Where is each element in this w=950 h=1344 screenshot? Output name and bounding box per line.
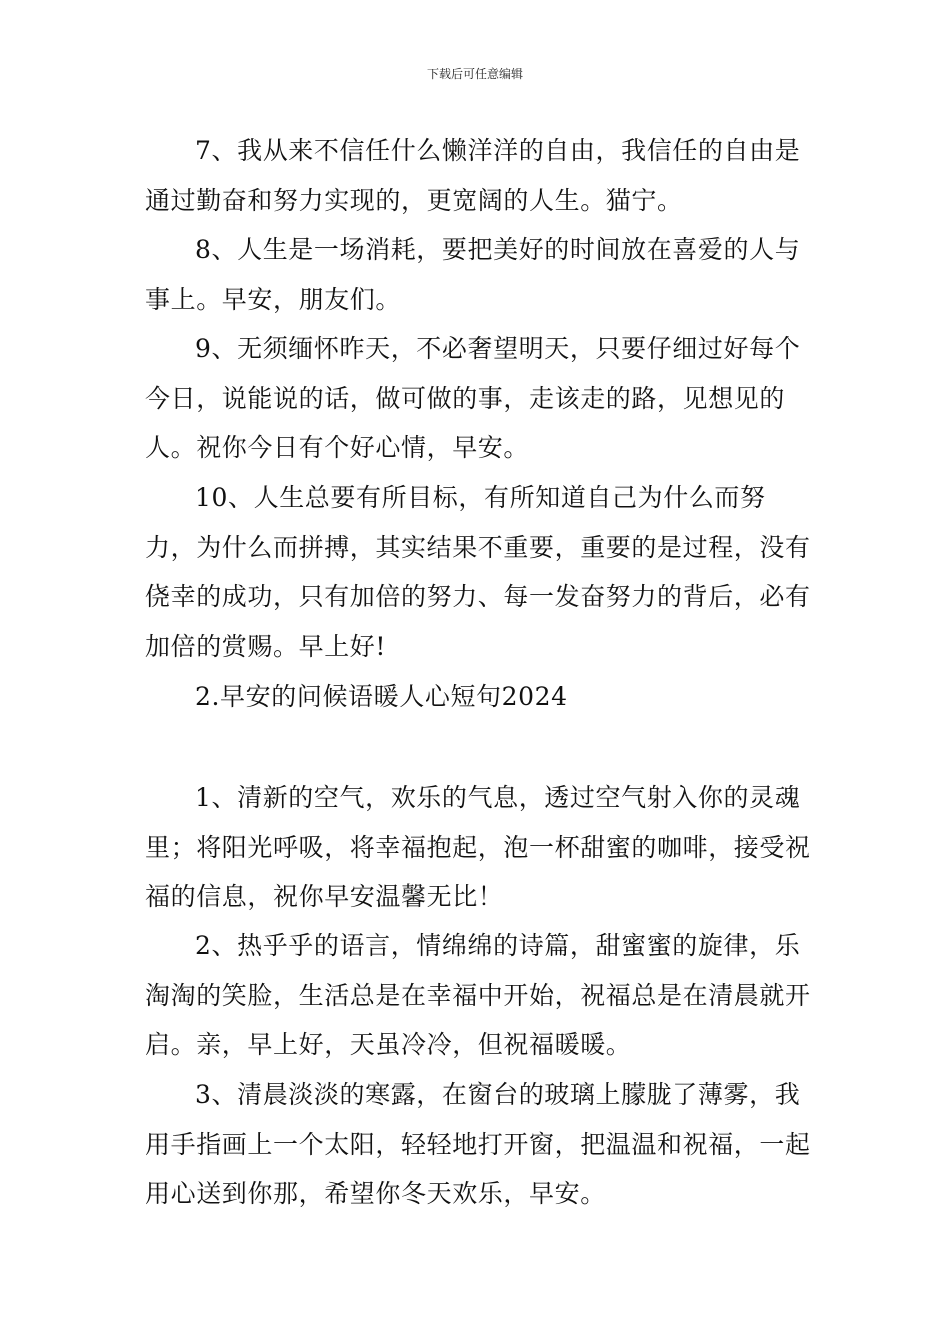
paragraph-item-8: 8、人生是一场消耗，要把美好的时间放在喜爱的人与事上。早安，朋友们。 <box>145 235 801 314</box>
paragraph-item-7: 7、我从来不信任什么懒洋洋的自由，我信任的自由是通过勤奋和努力实现的，更宽阔的人生。猫宁。 <box>145 136 801 215</box>
section-heading: 2.早安的问候语暖人心短句2024 <box>195 682 568 711</box>
paragraph-item-2: 2、热乎乎的语言，情绵绵的诗篇，甜蜜蜜的旋律，乐淘淘的笑脸，生活总是在幸福中开始，祝福总是在清晨就开启。亲，早上好，天虽冷冷，但祝福暖暖。 <box>145 931 811 1059</box>
header-note: 下载后可任意编辑 <box>426 67 523 81</box>
paragraph-item-10: 10、人生总要有所目标，有所知道自己为什么而努力，为什么而拼搏，其实结果不重要，重要的是过程，没有侥幸的成功，只有加倍的努力、每一发奋努力的背后，必有加倍的赏赐。早上好! <box>145 483 811 661</box>
paragraph-item-3: 3、清晨淡淡的寒露，在窗台的玻璃上朦胧了薄雾，我用手指画上一个太阳，轻轻地打开窗，把温温和祝福，一起用心送到你那，希望你冬天欢乐，早安。 <box>145 1080 811 1208</box>
paragraph-item-1: 1、清新的空气，欢乐的气息，透过空气射入你的灵魂里；将阳光呼吸，将幸福抱起，泡一杯甜蜜的咖啡，接受祝福的信息，祝你早安温馨无比！ <box>145 783 811 911</box>
paragraph-item-9: 9、无须缅怀昨天，不必奢望明天，只要仔细过好每个今日，说能说的话，做可做的事，走该走的路，见想见的人。祝你今日有个好心情，早安。 <box>145 334 801 462</box>
